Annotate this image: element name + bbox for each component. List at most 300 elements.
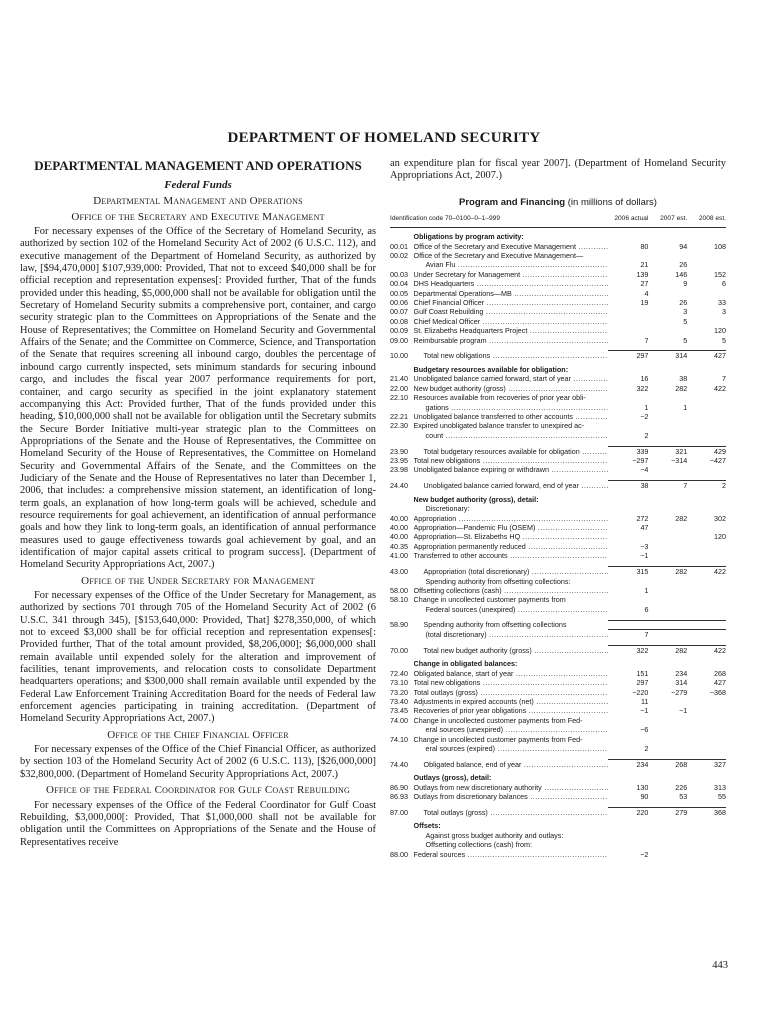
line-label-text: Change in uncollected customer payments from: [413, 595, 566, 605]
section-heading: DEPARTMENTAL MANAGEMENT AND OPERATIONS: [34, 158, 362, 173]
line-label-text: (total discretionary) .....: [426, 630, 608, 639]
table-row: [390, 431, 726, 440]
value-2008: 327: [687, 759, 726, 769]
line-label-text: Offsetting collections (cash) .....: [414, 586, 608, 595]
value-2006: [608, 595, 649, 604]
value-2007: 279: [648, 808, 687, 818]
value-2008: [687, 431, 726, 440]
line-code: 00.08: [390, 316, 408, 326]
value-2006: [608, 251, 649, 260]
line-label-text: Departmental Operations—MB .....: [414, 289, 608, 298]
value-2007: [648, 577, 687, 586]
value-2007: [648, 393, 687, 402]
value-2008: [687, 551, 726, 560]
value-2007: 282: [648, 567, 687, 577]
line-label-text: Outlays from discretionary balances .....: [414, 792, 608, 801]
line-label-text: Unobligated balance carried forward, end of year .....: [424, 481, 608, 490]
line-label: [414, 630, 608, 640]
office-text-secretary: For necessary expenses of the Office of the Secretary of Homeland Security, as authorized by section 102 of the Homeland Security Act of 2002 (6 U.S.C. 112), and executive management of the Department of Homeland Security, as authorized by law, [$94,470,000] $107,939,000: Provided, That not to exceed $40,000 shall be for official reception and representation expenses[: Provided further, That of the funds provided under this heading, $5,000,000 shall not be available for obligation until the Secretary of Homeland Security submits a comprehensive port, container, and cargo security strategic plan to the Committees on Appropriations of the Senate and the House of Representatives; the Committee on Homeland Security and Governmental Affairs of the Senate; and the Committee on Commerce, Science, and Transportation of the Senate that requires screening all inbound cargo, doubles the percentage of inbound cargo currently inspected, sets minimum standards for securing inbound cargo, and includes the fiscal year 2007 performance requirements for port, container, and cargo security as specified in the joint explanatory statement accompanying this Act: Provided further, That of the funds provided under this heading, $10,000,000 shall not be available for obligation until the Secretary submits the Secure Border Initiative multi-year strategic plan to the Committees on Appropriations of the Senate and the House of Representatives, the Committee on Homeland Security of the House of Representatives, the Committee on Homeland Security and Governmental Affairs of the Senate, and the Committees on the Judiciary of the Senate and the House of Representatives no later than December 1, 2006, that includes: a comprehensive mission statement, an identification of long-term goals, an explanation of how long-term goals will be achieved, schedule and resource requirements for goal achievement, an identification of annual performance goals and how they link to long-term goals, an identification of annual performance measures used to gauge effectiveness towards goal achievement by goal, and an identification of major capital assets critical to program success]. (Department of Homeland Security Appropriations Act, 2007.): [20, 226, 376, 571]
value-2008: 2: [687, 481, 726, 491]
line-code: [390, 605, 414, 614]
table-section-row: [390, 228, 726, 242]
line-label-text: eral sources (expired) .....: [426, 744, 608, 753]
right-column: [390, 158, 726, 859]
value-2006: [608, 735, 649, 744]
line-label-text: Adjustments in expired accounts (net) .....: [414, 697, 608, 706]
value-2007: 282: [675, 513, 688, 523]
table-section-row: [390, 817, 726, 830]
value-2007: 282: [648, 645, 687, 655]
line-code: 21.40: [390, 374, 408, 384]
line-code: 40.00: [390, 513, 408, 523]
line-code: 00.06: [390, 297, 408, 307]
value-2007: −1: [679, 706, 688, 716]
value-2007: 53: [679, 792, 688, 802]
line-code: 40.35: [390, 541, 408, 551]
value-2006: 21: [640, 260, 649, 270]
line-label: [414, 431, 608, 440]
line-label-text: Discretionary:: [425, 504, 470, 514]
value-2006: [608, 840, 649, 849]
line-label: [414, 792, 608, 801]
line-label-text: Gulf Coast Rebuilding .....: [414, 307, 608, 316]
table-row: [390, 831, 726, 840]
section-code-cell: [390, 228, 414, 242]
line-code: [390, 431, 414, 440]
value-2006: 272: [636, 513, 649, 523]
value-2007: [648, 831, 687, 840]
page-number: 443: [712, 960, 728, 971]
line-code: 00.01: [390, 241, 408, 251]
value-2006: [608, 532, 649, 541]
line-label: [414, 542, 608, 551]
line-label-text: Federal sources (unexpired) .....: [426, 605, 608, 614]
value-2006: 4: [644, 288, 649, 298]
value-2008: [687, 605, 726, 614]
line-label-text: Appropriation—Pandemic Flu (OSEM) .....: [414, 523, 608, 532]
line-code: [390, 840, 414, 849]
line-code: 23.95: [390, 456, 408, 466]
value-2007: −314: [671, 456, 688, 466]
left-column: [20, 158, 376, 849]
line-code: 72.40: [390, 668, 408, 678]
value-2007: 7: [648, 481, 687, 491]
line-code: 43.00: [390, 567, 408, 577]
table-row: [390, 645, 726, 655]
value-2006: 90: [640, 792, 649, 802]
header-2008: 2008 est.: [687, 214, 726, 228]
line-label: [414, 307, 608, 316]
line-label: [414, 735, 608, 744]
value-2006: 297: [608, 351, 649, 361]
line-code: 22.10: [390, 393, 408, 403]
line-code: 00.04: [390, 279, 408, 289]
table-row: [390, 279, 726, 288]
value-2008: [687, 697, 726, 706]
line-code: 73.45: [390, 706, 408, 716]
line-label: [414, 586, 608, 595]
value-2008: 6: [722, 279, 726, 289]
line-label: [414, 688, 608, 697]
table-row: [390, 551, 726, 560]
value-2006: 130: [636, 782, 649, 792]
table-row: [390, 542, 726, 551]
table-row: [390, 270, 726, 279]
line-label-text: Federal sources .....: [414, 850, 608, 859]
line-code: [390, 831, 414, 840]
section-heading: Change in obligated balances:: [413, 659, 518, 669]
value-2006: [608, 393, 649, 402]
table-row: [390, 307, 726, 316]
line-code: 41.00: [390, 551, 408, 561]
value-2007: −279: [671, 687, 688, 697]
value-2007: [648, 735, 687, 744]
line-label-text: Transferred to other accounts .....: [414, 551, 608, 560]
value-2007: [648, 697, 687, 706]
value-2007: [648, 725, 687, 734]
table-row: [390, 317, 726, 326]
line-label: [414, 645, 608, 655]
value-2008: [687, 421, 726, 430]
line-label: [414, 605, 608, 614]
account-title: Departmental Management and Operations: [93, 195, 303, 208]
value-2008: 7: [722, 374, 726, 384]
line-code: [390, 403, 414, 412]
value-2008: [687, 725, 726, 734]
line-label-text: Appropriation .....: [414, 514, 608, 523]
line-label: [414, 481, 608, 491]
value-2007: [648, 465, 687, 474]
line-label: [414, 725, 608, 734]
value-2006: −2: [640, 411, 649, 421]
value-2008: 55: [718, 792, 726, 802]
value-2008: [687, 317, 726, 326]
table-row: [390, 351, 726, 361]
value-2007: [648, 523, 687, 532]
value-2008: [687, 403, 726, 412]
value-2006: [608, 831, 649, 840]
line-code: 88.00: [390, 849, 408, 859]
line-label: [414, 384, 608, 393]
line-label-text: Against gross budget authority and outlays:: [425, 830, 564, 840]
value-2006: [608, 307, 649, 316]
line-code: 73.10: [390, 678, 408, 688]
line-label: [414, 523, 608, 532]
line-code: 74.10: [390, 734, 408, 744]
line-label-text: Obligated balance, end of year .....: [424, 760, 608, 769]
value-2008: [687, 251, 726, 260]
value-2008: [687, 706, 726, 715]
line-code: 58.90: [390, 620, 408, 630]
line-label-text: Outlays from new discretionary authority .....: [414, 783, 608, 792]
table-row: [390, 697, 726, 706]
table-row: [390, 759, 726, 769]
table-row: [390, 298, 726, 307]
value-2006: 19: [640, 297, 649, 307]
line-label: [414, 298, 608, 307]
value-2007: 268: [648, 759, 687, 769]
value-2007: 282: [675, 383, 688, 393]
table-row: [390, 251, 726, 260]
value-2008: 268: [714, 668, 726, 678]
value-2007: [648, 620, 687, 629]
value-2007: [648, 840, 687, 849]
line-label: [414, 567, 608, 577]
table-row: [390, 706, 726, 715]
value-2008: 422: [687, 567, 726, 577]
value-2006: 139: [636, 269, 649, 279]
line-label-text: Unobligated balance carried forward, start of year .....: [414, 374, 608, 383]
line-label: [414, 808, 608, 818]
value-2006: 2: [644, 744, 649, 753]
value-2007: 26: [679, 297, 688, 307]
section-heading: New budget authority (gross), detail:: [413, 494, 539, 504]
value-2008: 3: [722, 307, 726, 317]
value-2006: 322: [636, 383, 649, 393]
line-label: [414, 421, 608, 430]
line-label-text: Unobligated balance expiring or withdrawn .....: [414, 465, 608, 474]
value-2006: −297: [632, 456, 649, 466]
value-2006: −1: [640, 706, 649, 716]
section-code-cell: [390, 491, 414, 504]
table-row: [390, 412, 726, 421]
section-heading: Outlays (gross), detail:: [413, 773, 492, 783]
value-2007: [648, 421, 687, 430]
line-label-text: Spending authority from offsetting collections:: [425, 576, 571, 586]
line-code: 22.30: [390, 421, 408, 431]
value-2006: [608, 504, 649, 513]
value-2008: 302: [714, 513, 726, 523]
line-label-text: Offsetting collections (cash) from:: [425, 840, 533, 850]
value-2006: 38: [608, 481, 649, 491]
value-2007: 9: [683, 279, 688, 289]
value-2007: [648, 532, 687, 541]
table-row: [390, 850, 726, 859]
table-row: [390, 242, 726, 251]
office-title-gulf-coast: Office of the Federal Coordinator for Gulf Coast Rebuilding: [46, 784, 350, 797]
value-2007: [648, 586, 687, 595]
line-label-text: Change in uncollected customer payments from Fed-: [413, 715, 583, 725]
value-2006: [608, 577, 649, 586]
table-row: [390, 393, 726, 402]
value-2008: 120: [714, 532, 726, 542]
value-2006: 7: [644, 335, 649, 345]
line-code: 74.40: [390, 759, 408, 769]
value-2007: [648, 716, 687, 725]
value-2007: [648, 289, 687, 298]
table-row: [390, 456, 726, 465]
line-label: [414, 326, 608, 335]
value-2007: 5: [683, 335, 688, 345]
table-row: [390, 744, 726, 753]
section-heading: Budgetary resources available for obligation:: [413, 364, 569, 374]
line-code: 09.00: [390, 335, 408, 345]
line-label: [414, 270, 608, 279]
office-title-under-secretary: Office of the Under Secretary for Management: [81, 574, 315, 587]
table-row: [390, 620, 726, 629]
line-code: 73.20: [390, 687, 408, 697]
table-row: [390, 630, 726, 640]
value-2008: −427: [709, 456, 726, 466]
table-row: [390, 808, 726, 818]
value-2007: 226: [675, 782, 688, 792]
table-row: [390, 688, 726, 697]
office-text-under-secretary: For necessary expenses of the Office of the Under Secretary for Management, as authorized by sections 701 through 705 of the Homeland Security Act of 2002 (6 U.S.C. 341 through 345), [$153,640,000: Provided, That] $278,350,000, of which not to exceed $3,000 shall be for official reception and representation expenses[: Provided further, That of the total amount provided, $8,206,000]; $6,000,000 shall remain available until expended solely for the alteration and improvement of facilities, tenant improvements, and relocation costs to consolidate Department headquarters operations; and $300,000 shall remain available until expended by the Federal Law Enforcement Training Accreditation Board for the needs of Federal law enforcement agencies participating in training accreditation. (Department of Homeland Security Appropriations Act, 2007.): [20, 590, 376, 725]
value-2007: [648, 595, 687, 604]
line-code: 40.00: [390, 532, 408, 542]
line-label: [414, 783, 608, 792]
line-label: [414, 678, 608, 687]
value-2008: [687, 735, 726, 744]
table-row: [390, 465, 726, 474]
value-2008: 368: [687, 808, 726, 818]
value-2008: 5: [722, 335, 726, 345]
value-2008: 429: [687, 446, 726, 456]
value-2006: 339: [608, 446, 649, 456]
section-code-cell: [390, 769, 414, 782]
line-label-text: Recoveries of prior year obligations .....: [414, 706, 608, 715]
line-label-text: Appropriation—St. Elizabeths HQ .....: [414, 532, 608, 541]
value-2007: 38: [679, 374, 688, 384]
value-2008: [687, 465, 726, 474]
table-row: [390, 716, 726, 725]
table-row: [390, 514, 726, 523]
value-2006: 7: [608, 630, 649, 640]
value-2006: 151: [636, 668, 649, 678]
line-code: [390, 260, 414, 269]
value-2007: 26: [679, 260, 688, 270]
line-label: [414, 317, 608, 326]
line-code: 73.40: [390, 696, 408, 706]
value-2008: [687, 542, 726, 551]
value-2008: [687, 260, 726, 269]
line-label-text: Resources available from recoveries of prior year obli-: [413, 393, 586, 403]
line-label-text: Appropriation (total discretionary) .....: [424, 567, 608, 576]
line-label-text: Total new obligations .....: [424, 351, 608, 360]
line-code: 58.00: [390, 585, 408, 595]
line-label-text: count .....: [426, 431, 608, 440]
line-code: 24.40: [390, 481, 408, 491]
value-2006: 1: [644, 585, 649, 595]
line-code: 23.98: [390, 465, 408, 475]
value-2007: [648, 412, 687, 421]
value-2006: 27: [640, 279, 649, 289]
office-text-cfo: For necessary expenses of the Office of the Chief Financial Officer, as authorized by section 103 of the Homeland Security Act of 2002 (6 U.S.C. 113), [$26,000,000] $32,800,000. (Department of Homeland Security Appropriations Act, 2007.): [20, 744, 376, 780]
value-2006: 6: [644, 604, 649, 614]
line-label-text: Total new budget authority (gross) .....: [424, 646, 608, 655]
line-label-text: New budget authority (gross) .....: [414, 384, 608, 393]
line-label: [414, 831, 608, 840]
line-code: 40.00: [390, 522, 408, 532]
header-2006: 2006 actual: [608, 214, 649, 228]
line-label: [414, 336, 608, 345]
section-heading: Obligations by program activity:: [413, 232, 524, 242]
line-label: [414, 279, 608, 288]
line-label: [414, 260, 608, 269]
line-label: [414, 393, 608, 402]
value-2006: −1: [640, 551, 649, 561]
table-row: [390, 289, 726, 298]
table-title-unit: (in millions of dollars): [567, 196, 657, 208]
value-2006: 297: [636, 678, 649, 688]
value-2007: 321: [648, 446, 687, 456]
line-code: 74.00: [390, 715, 408, 725]
line-label-text: Total outlays (gross) .....: [414, 688, 608, 697]
value-2006: 47: [640, 522, 649, 532]
value-2007: [648, 431, 687, 440]
value-2008: 422: [687, 645, 726, 655]
value-2006: 80: [640, 241, 649, 251]
table-section-row: [390, 769, 726, 782]
table-row: [390, 840, 726, 849]
line-code: [390, 744, 414, 753]
section-heading: Offsets:: [413, 821, 441, 831]
table-row: [390, 735, 726, 744]
line-code: [390, 577, 414, 586]
line-label-text: St. Elizabeths Headquarters Project .....: [414, 326, 608, 335]
table-row: [390, 567, 726, 577]
line-code: 70.00: [390, 645, 408, 655]
value-2008: [687, 393, 726, 402]
table-row: [390, 595, 726, 604]
table-row: [390, 481, 726, 491]
value-2008: [687, 831, 726, 840]
value-2006: [608, 326, 649, 335]
value-2006: [608, 421, 649, 430]
value-2006: −6: [640, 725, 649, 735]
header-2007: 2007 est.: [648, 214, 687, 228]
table-header-row: [390, 214, 726, 228]
line-label: [414, 706, 608, 715]
line-label-text: Office of the Secretary and Executive Management .....: [414, 242, 608, 251]
line-label-text: Total new obligations .....: [414, 678, 608, 687]
table-row: [390, 669, 726, 678]
value-2008: 152: [714, 269, 726, 279]
line-label-text: Chief Medical Officer .....: [414, 317, 608, 326]
value-2008: [687, 744, 726, 753]
value-2008: [687, 840, 726, 849]
value-2006: −2: [640, 849, 649, 859]
line-code: [390, 504, 414, 513]
value-2008: 33: [718, 297, 726, 307]
line-label: [414, 716, 608, 725]
line-label-text: Under Secretary for Management .....: [414, 270, 608, 279]
line-code: 87.00: [390, 808, 408, 818]
line-code: 23.90: [390, 446, 408, 456]
value-2006: −220: [632, 687, 649, 697]
value-2007: 234: [675, 668, 688, 678]
line-code: 22.00: [390, 383, 408, 393]
fund-subheading: Federal Funds: [164, 179, 232, 191]
department-title: DEPARTMENT OF HOMELAND SECURITY: [227, 130, 541, 146]
value-2007: 1: [683, 402, 688, 412]
table-row: [390, 783, 726, 792]
value-2006: 2: [644, 430, 649, 440]
value-2007: 3: [683, 307, 688, 317]
table-section-row: [390, 361, 726, 374]
line-code: [390, 725, 414, 734]
office-text-gulf-coast: For necessary expenses of the Office of the Federal Coordinator for Gulf Coast Rebuilding, $3,000,000[: Provided, That $1,000,000 shall not be available for obligation until the Committees on Appropriations of the Senate and the House of Representatives receive: [20, 799, 376, 848]
value-2008: [687, 523, 726, 532]
line-label: [414, 456, 608, 465]
line-code: 58.10: [390, 595, 408, 605]
line-label-text: Expired unobligated balance transfer to unexpired ac-: [413, 421, 585, 431]
value-2008: 120: [714, 326, 726, 336]
value-2006: [608, 317, 649, 326]
line-label-text: Total new obligations .....: [414, 456, 608, 465]
value-2006: 1: [644, 402, 649, 412]
line-label-text: Change in uncollected customer payments from Fed-: [413, 734, 583, 744]
